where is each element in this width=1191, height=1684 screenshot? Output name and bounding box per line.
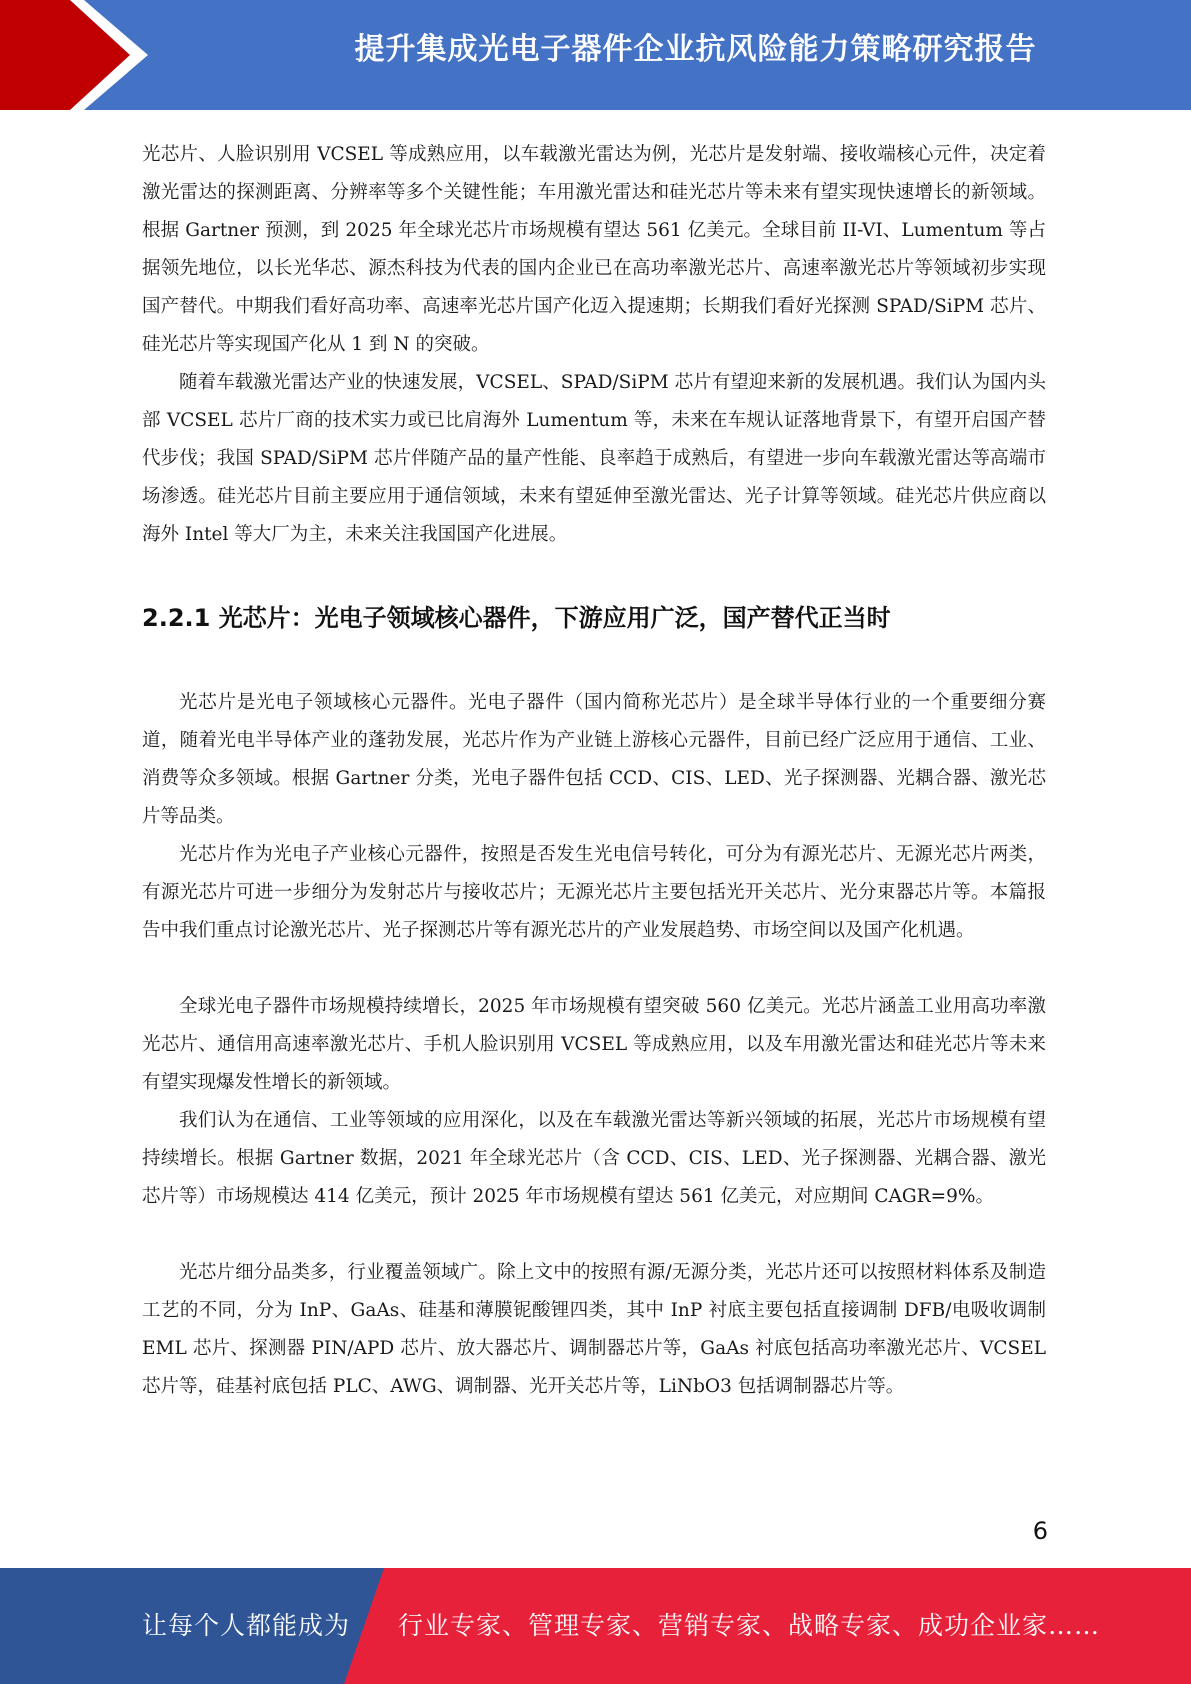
body-paragraph: 随着车载激光雷达产业的快速发展，VCSEL、SPAD/SiPM 芯片有望迎来新的发展机遇。我们认为国内头部 VCSEL 芯片厂商的技术实力或已比肩海外 Lumentum 等，未来在车规认证落地背景下，有望开启国产替代步伐；我国 SPAD/SiPM 芯片伴随产品的量产性能、良率趋于成熟后，有望进一步向车载激光雷达等高端市场渗透。硅光芯片目前主要应用于通信领域，未来有望延伸至激光雷达、光子计算等领域。硅光芯片供应商以海外 Intel 等大厂为主，未来关注我国国产化进展。 (142, 372, 1046, 545)
footer-slogan-right: 行业专家、管理专家、营销专家、战略专家、成功企业家…… (398, 1611, 1101, 1640)
body-paragraph: 光芯片是光电子领域核心元器件。光电子器件（国内简称光芯片）是全球半导体行业的一个重要细分赛道，随着光电半导体产业的蓬勃发展，光芯片作为产业链上游核心元器件，目前已经广泛应用于通信、工业、消费等众多领域。根据 Gartner 分类，光电子器件包括 CCD、CIS、LED、光子探测器、光耦合器、激光芯片等品类。 (142, 692, 1046, 827)
body-paragraph: 全球光电子器件市场规模持续增长，2025 年市场规模有望突破 560 亿美元。光芯片涵盖工业用高功率激光芯片、通信用高速率激光芯片、手机人脸识别用 VCSEL 等成熟应用，以及车用激光雷达和硅光芯片等未来有望实现爆发性增长的新领域。 (142, 996, 1046, 1093)
page-number: 6 (1032, 1517, 1048, 1545)
report-title: 提升集成光电子器件企业抗风险能力策略研究报告 (354, 32, 1037, 67)
body-paragraph: 光芯片、人脸识别用 VCSEL 等成熟应用，以车载激光雷达为例，光芯片是发射端、接收端核心元件，决定着激光雷达的探测距离、分辨率等多个关键性能；车用激光雷达和硅光芯片等未来有望实现快速增长的新领域。根据 Gartner 预测，到 2025 年全球光芯片市场规模有望达 561 亿美元。全球目前 II-VI、Lumentum 等占据领先地位，以长光华芯、源杰科技为代表的国内企业已在高功率激光芯片、高速率激光芯片等领域初步实现国产替代。中期我们看好高功率、高速率光芯片国产化迈入提速期；长期我们看好光探测 SPAD/SiPM 芯片、硅光芯片等实现国产化从 1 到 N 的突破。 (142, 144, 1046, 355)
section-heading: 2.2.1 光芯片：光电子领域核心器件，下游应用广泛，国产替代正当时 (142, 604, 891, 632)
body-paragraph: 我们认为在通信、工业等领域的应用深化，以及在车载激光雷达等新兴领域的拓展，光芯片市场规模有望持续增长。根据 Gartner 数据，2021 年全球光芯片（含 CCD、CIS、LED、光子探测器、光耦合器、激光芯片等）市场规模达 414 亿美元，预计 2025 年市场规模有望达 561 亿美元，对应期间 CAGR=9%。 (142, 1110, 1046, 1207)
body-paragraph: 光芯片细分品类多，行业覆盖领域广。除上文中的按照有源/无源分类，光芯片还可以按照材料体系及制造工艺的不同，分为 InP、GaAs、硅基和薄膜铌酸锂四类，其中 InP 衬底主要包括直接调制 DFB/电吸收调制 EML 芯片、探测器 PIN/APD 芯片、放大器芯片、调制器芯片等，GaAs 衬底包括高功率激光芯片、VCSEL 芯片等，硅基衬底包括 PLC、AWG、调制器、光开关芯片等，LiNbO3 包括调制器芯片等。 (142, 1262, 1046, 1397)
page-header (0, 0, 1191, 110)
header-chevron-decoration (0, 0, 150, 110)
page-footer (0, 1568, 1191, 1684)
footer-slogan-left: 让每个人都能成为 (142, 1611, 351, 1640)
document-body (142, 136, 1046, 1406)
body-paragraph: 光芯片作为光电子产业核心元器件，按照是否发生光电信号转化，可分为有源光芯片、无源光芯片两类，有源光芯片可进一步细分为发射芯片与接收芯片；无源光芯片主要包括光开关芯片、光分束器芯片等。本篇报告中我们重点讨论激光芯片、光子探测芯片等有源光芯片的产业发展趋势、市场空间以及国产化机遇。 (142, 844, 1046, 941)
